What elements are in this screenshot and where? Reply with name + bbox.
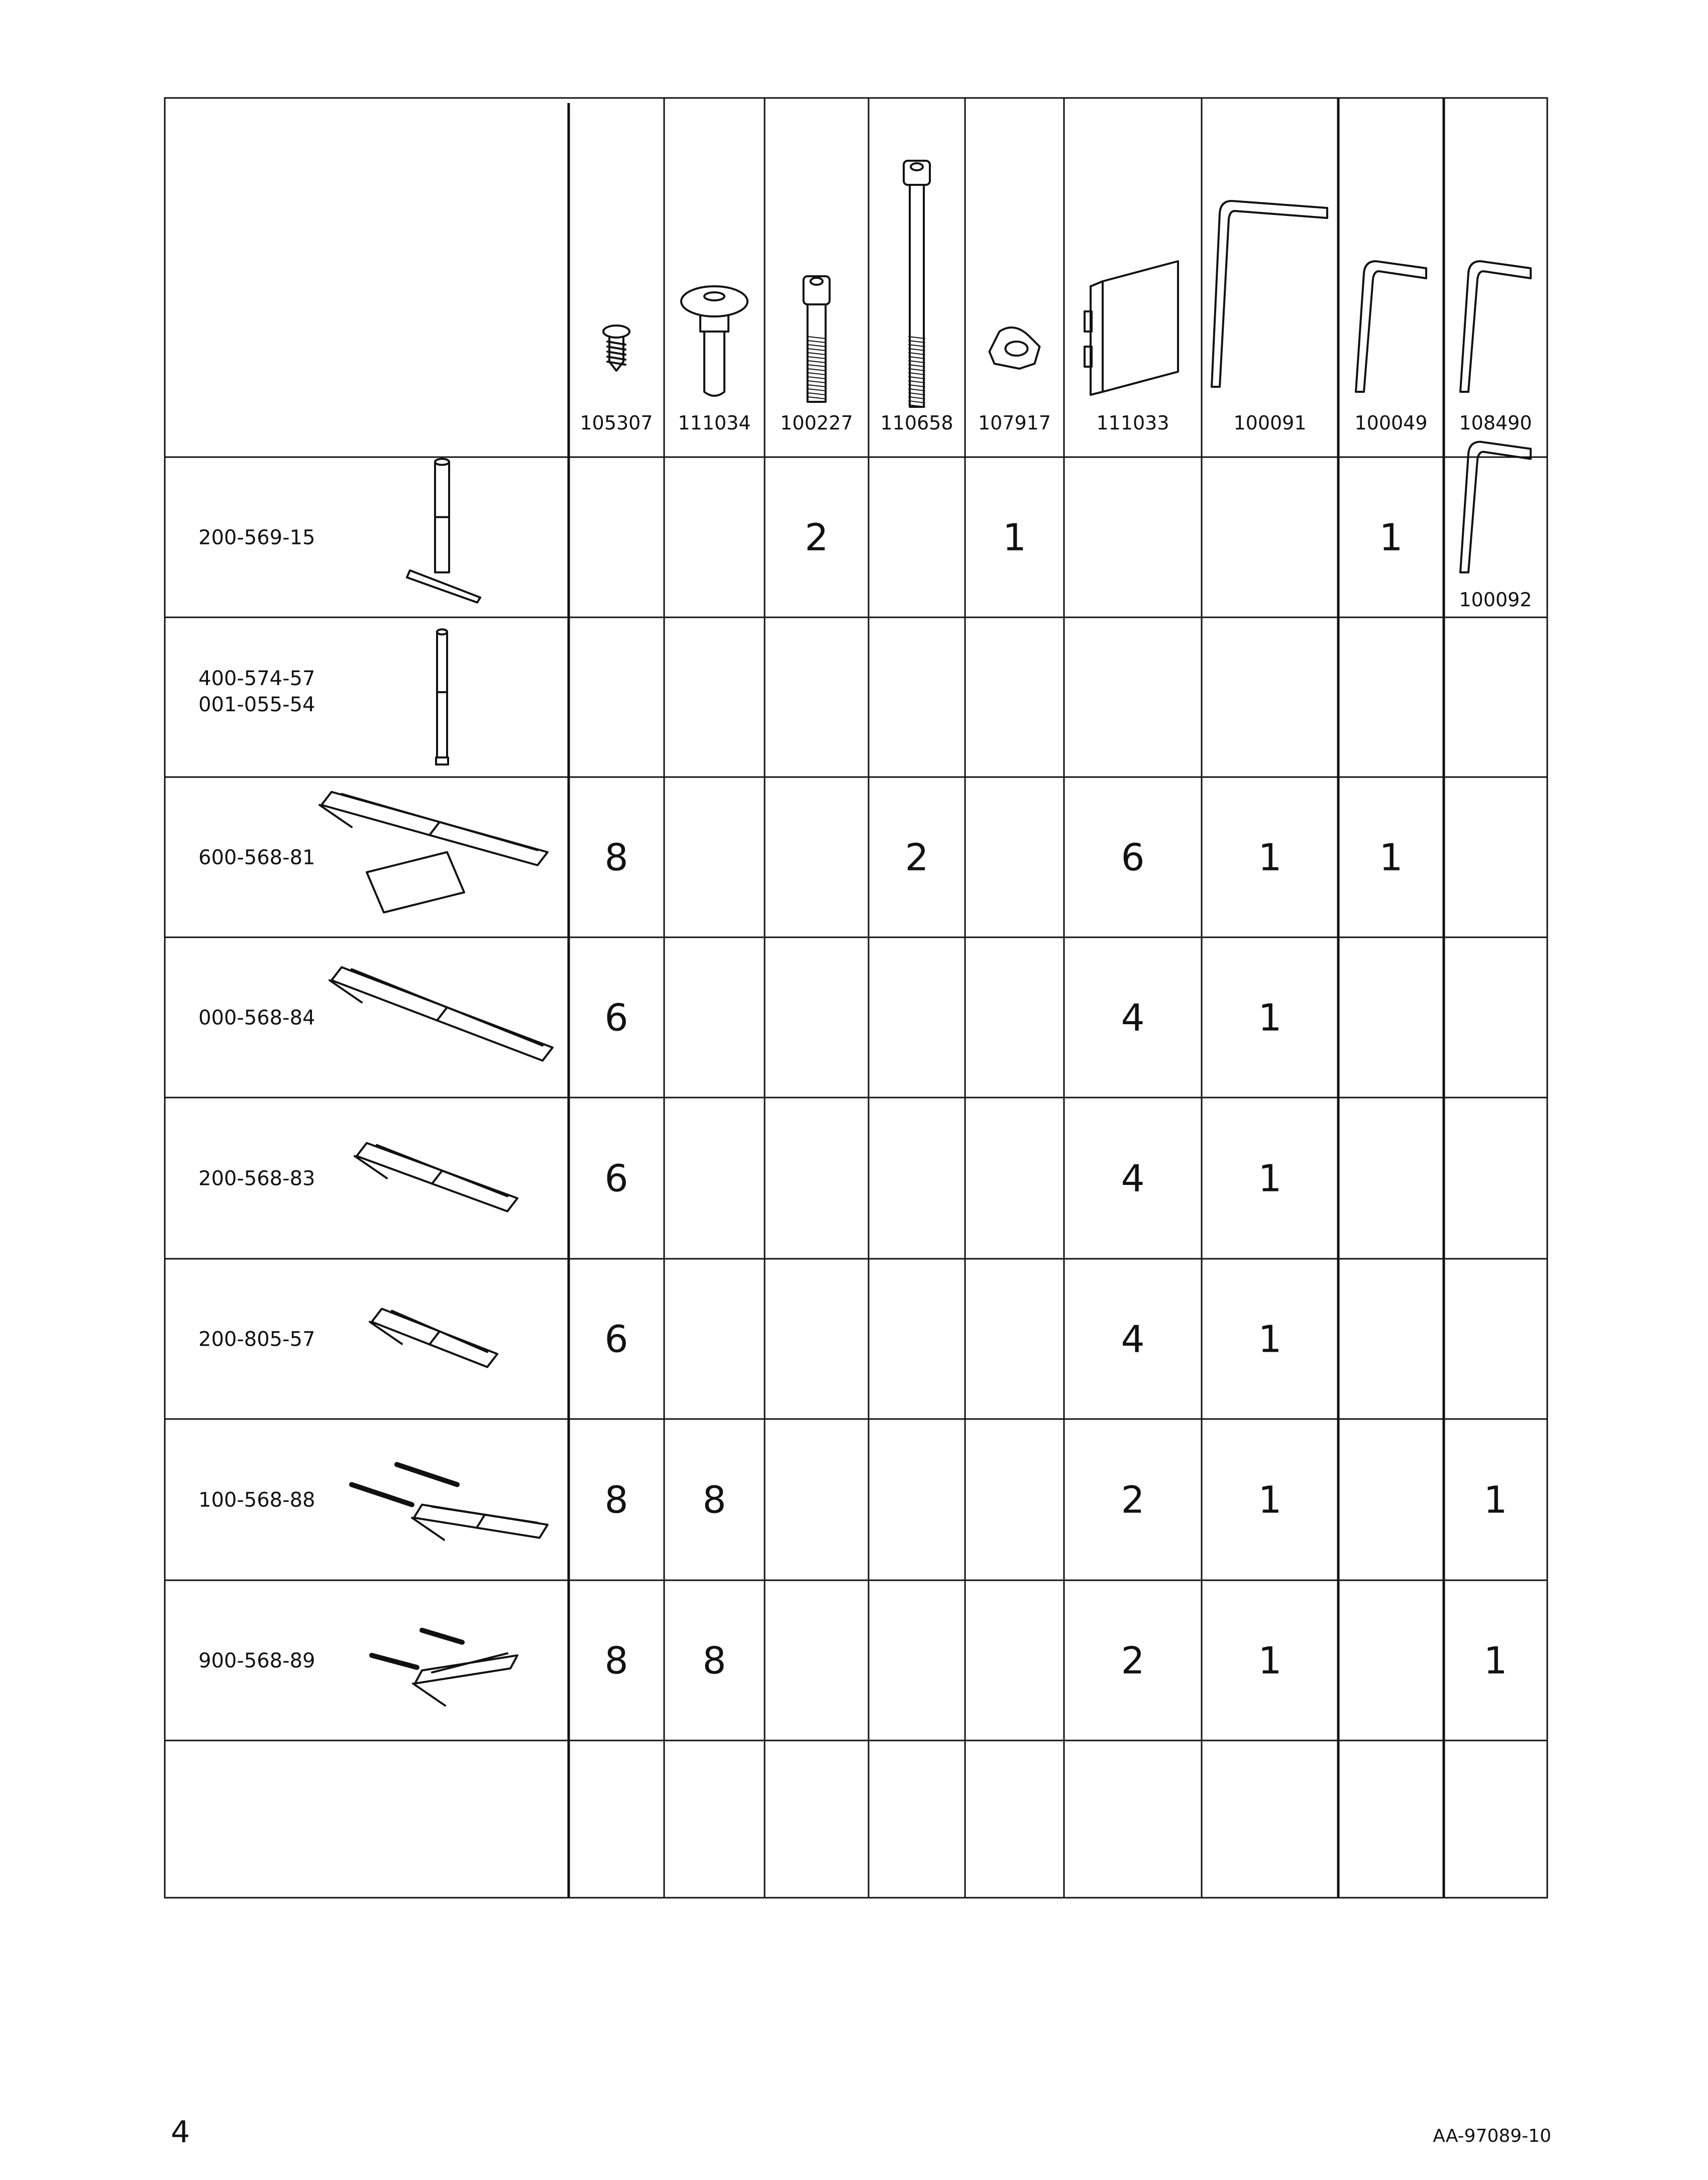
part-code: 111033 — [1096, 412, 1169, 434]
allen-key-icon — [1460, 261, 1531, 392]
quantity: 6 — [604, 996, 628, 1040]
frame-with-square-icon — [319, 792, 548, 913]
quantity: 8 — [604, 1478, 628, 1522]
quantity: 8 — [702, 1478, 726, 1522]
quantity: 8 — [604, 1639, 628, 1683]
long-frame-icon — [330, 967, 553, 1061]
quantity: 2 — [804, 516, 829, 560]
quantity: 4 — [1121, 1157, 1145, 1201]
cable-clip-icon — [990, 328, 1040, 369]
quantity: 1 — [1258, 1318, 1282, 1361]
short-frame-icon — [370, 1309, 497, 1367]
parts-table-grid — [165, 98, 1547, 1898]
t-leg-icon — [407, 459, 480, 603]
parts-table-text — [198, 412, 1532, 1683]
allen-key-icon — [1356, 261, 1426, 392]
quantity: 1 — [1258, 996, 1282, 1040]
article-number: 200-805-57 — [198, 1328, 315, 1351]
page-number: 4 — [171, 2115, 190, 2150]
small-frame-with-rails-icon — [372, 1630, 517, 1706]
quantity: 1 — [1002, 516, 1027, 560]
quantity: 6 — [604, 1318, 628, 1361]
article-number: 200-568-83 — [198, 1167, 315, 1190]
part-illustrations — [319, 161, 1531, 1706]
quantity: 4 — [1121, 996, 1145, 1040]
part-code: 110658 — [880, 412, 953, 434]
flange-bolt-icon — [681, 286, 748, 396]
quantity: 1 — [1483, 1478, 1508, 1522]
document-reference: AA-97089-10 — [1433, 2126, 1551, 2146]
quantity: 1 — [1483, 1639, 1508, 1683]
straight-leg-icon — [436, 629, 448, 765]
quantity: 1 — [1258, 1639, 1282, 1683]
article-number: 200-569-15 — [198, 526, 315, 550]
quantity: 4 — [1121, 1318, 1145, 1361]
part-code: 105307 — [580, 412, 653, 434]
quantity: 1 — [1258, 836, 1282, 880]
quantity: 2 — [1121, 1639, 1145, 1683]
frame-with-rails-icon — [352, 1465, 548, 1540]
extra-part-code: 100092 — [1459, 589, 1532, 611]
allen-key-icon — [1460, 442, 1531, 573]
article-number: 000-568-84 — [198, 1006, 315, 1030]
part-code: 100049 — [1354, 412, 1428, 434]
quantity: 1 — [1379, 516, 1403, 560]
large-allen-key-icon — [1212, 201, 1327, 387]
quantity: 8 — [702, 1639, 726, 1683]
article-number: 001-055-54 — [198, 693, 315, 716]
quantity: 6 — [1121, 836, 1145, 880]
end-cap-icon — [1085, 261, 1178, 395]
quantity: 1 — [1258, 1478, 1282, 1522]
quantity: 1 — [1379, 836, 1403, 880]
quantity: 2 — [905, 836, 929, 880]
part-code: 100091 — [1233, 412, 1307, 434]
socket-cap-bolt-icon — [804, 276, 830, 402]
article-number: 900-568-89 — [198, 1649, 315, 1673]
table-border — [165, 98, 1547, 1898]
article-number: 100-568-88 — [198, 1488, 315, 1512]
part-code: 108490 — [1459, 412, 1532, 434]
small-screw-icon — [603, 325, 629, 371]
quantity: 8 — [604, 836, 628, 880]
long-bolt-icon — [904, 161, 930, 407]
article-number: 600-568-81 — [198, 846, 315, 869]
part-code: 100227 — [780, 412, 853, 434]
medium-frame-icon — [355, 1143, 517, 1212]
quantity: 2 — [1121, 1478, 1145, 1522]
quantity: 6 — [604, 1157, 628, 1201]
article-number: 400-574-57 — [198, 667, 315, 690]
quantity: 1 — [1258, 1157, 1282, 1201]
part-code: 107917 — [978, 412, 1051, 434]
part-code: 111034 — [678, 412, 751, 434]
